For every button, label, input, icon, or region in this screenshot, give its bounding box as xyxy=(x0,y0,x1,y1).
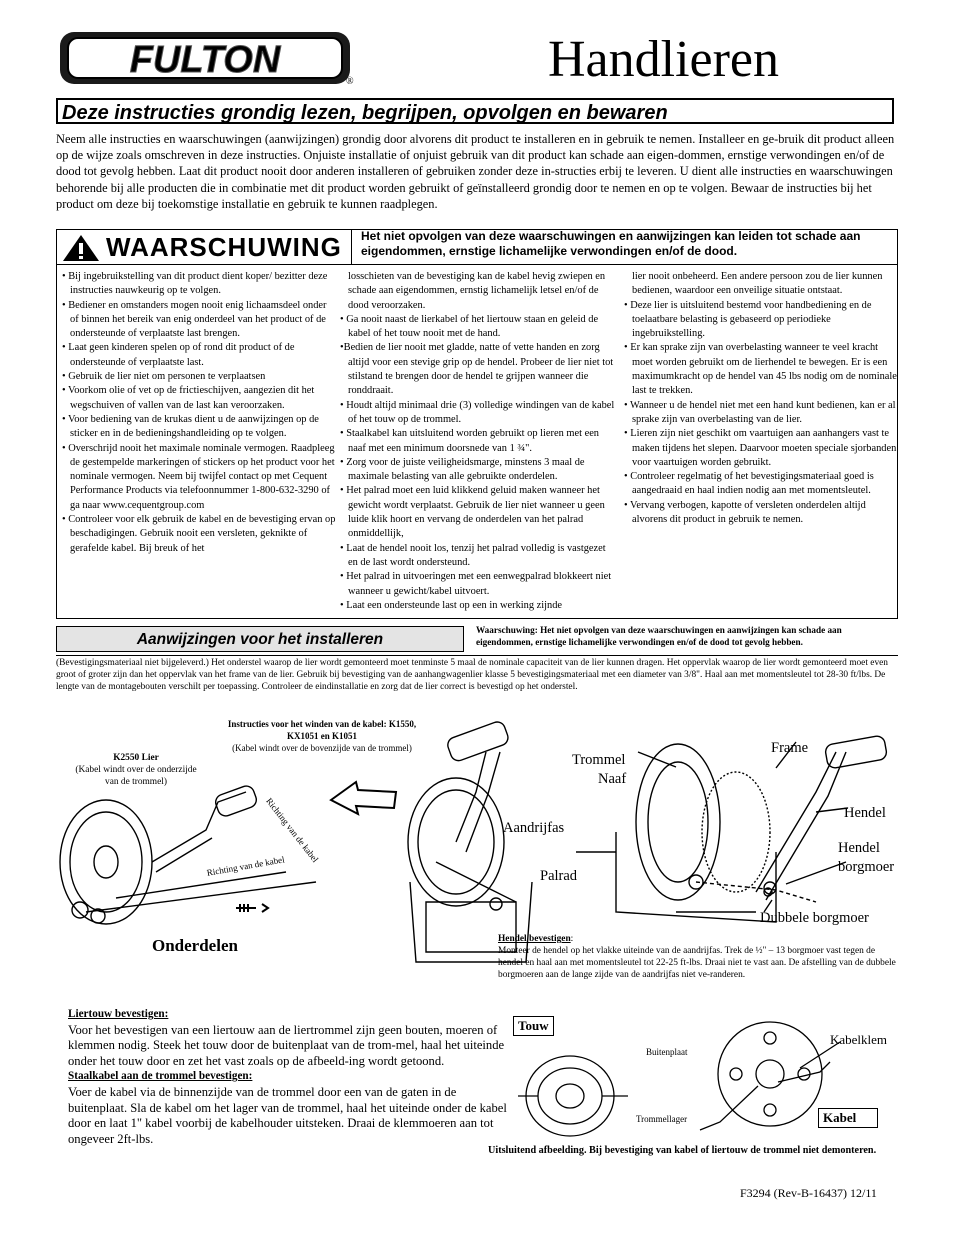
warning-item: • Controleer regelmatig of het bevestigingsmateriaal goed is aangedraaid en haal indien nodig aan met momentsleutel. xyxy=(624,471,874,497)
warning-item-continued: lier nooit onbeheerd. Een andere persoon zou de lier kunnen bedienen, waardoor een onveilige situatie ontstaat. xyxy=(632,271,883,297)
warning-item-continued: losschieten van de bevestiging kan de kabel hevig zwiepen en schade aan eigendommen, ernstig lichamelijk letsel en/of de dood veroorzaken. xyxy=(348,271,606,311)
warning-item: • Voor bediening van de krukas dient u de aanwijzingen op de sticker en in de bedieningshandleiding op te volgen. xyxy=(62,413,319,440)
warning-column-3 xyxy=(624,270,898,527)
warning-item: • Zorg voor de juiste veiligheidsmarge, minstens 3 maal de maximale belasting van alle gebruikte onderdelen. xyxy=(340,456,585,483)
warning-column-1 xyxy=(62,270,336,556)
warning-item: •Bedien de lier nooit met gladde, natte of vette handen en zorg altijd voor een stevige grip op de hendel. Probeer de lier niet tot stilstand te brengen door de hendel te grijpen wanneer die ronddraait. xyxy=(340,342,614,397)
warning-item: • Voorkom olie of vet op de frictieschijven, aangezien dit het wegschuiven of vallen van de last kan veroorzaken. xyxy=(62,385,315,411)
kabel-label: Kabel xyxy=(818,1108,878,1128)
cable-direction-label-2: Richting van de kabel xyxy=(206,854,286,878)
part-label-naaf: Naaf xyxy=(598,771,627,787)
warning-separator xyxy=(56,264,898,265)
hendel-bevestigen-body: Monteer de hendel op het vlakke uiteinde van de aandrijfas. Trek de ½" – 13 borgmoer vast tegen de hendel en haal aan met momentsleutel tot 22-25 ft-lbs. Draai niet te vast aan. De afstelling van de dubbele borgmoeren aan de lange zijde van de aandrijfas niet ve-randeren. xyxy=(498,946,896,980)
touw-label: Touw xyxy=(513,1016,554,1036)
warning-item: • Controleer voor elk gebruik de kabel en de bevestiging ervan op beschadigingen. Gebruik nooit een versleten, geknikte of gerafelde kabel. Bij breuk of het xyxy=(62,514,336,554)
warning-item: • Wanneer u de hendel niet met een hand kunt bedienen, kan er al sprake zijn van overbelasting van de lier. xyxy=(624,399,896,425)
fulton-logo xyxy=(58,28,358,88)
warning-triangle-icon xyxy=(62,234,100,262)
part-label-borgmoer: borgmoer xyxy=(838,859,895,875)
hendel-bevestigen-heading: Hendel bevestigen xyxy=(498,934,571,944)
warning-item: • Vervang verbogen, kapotte of versleten onderdelen altijd alvorens dit product in gebruik te nemen. xyxy=(624,499,866,526)
intro-paragraph: Neem alle instructies en waarschuwingen (aanwijzingen) grondig door alvorens dit product te installeren en in gebruik te nemen. Installeer en ge-bruik dit product alleen op de wijze zoals omschreven in deze instructies. Onjuiste installatie of onjuist gebruik van dit product kan schade aan eigen-dommen, ernstige verwondingen en/of de dood tot gevolg hebben. Laat dit product nooit door anderen installeren of gebruiken zonder deze in-structies erbij te leveren. U dient alle instructies en waarschuwingen behorende bij alle producten die in combinatie met dit product worden gebruikt of geïnstalleerd grondig door te nemen en op te volgen. Bewaar de instructies bij het product om deze bij toekomstige installatie en gebruik te kunnen raadplegen. xyxy=(56,132,895,211)
warning-word: WAARSCHUWING xyxy=(106,232,342,262)
part-label-hendel-borgmoer: Hendel xyxy=(838,840,880,856)
warning-item: • Overschrijd nooit het maximale nominale vermogen. Raadpleeg de gestempelde markeringen of stickers op het product voor het nominale vermogen. Neem bij twijfel contact op met Cequent Performance Products via telefoonnummer 1-800-632-3290 of ga naar www.cequentgroup.com xyxy=(62,442,335,511)
winding-instructions xyxy=(206,718,438,754)
install-separator xyxy=(56,655,898,656)
warning-item: • Lieren zijn niet geschikt om vaartuigen aan aanhangers vast te maken tijdens het slepen. Daarvoor moeten speciale sjorbanden voor vaartuigen worden gebruikt. xyxy=(624,428,897,468)
registered-mark: ® xyxy=(346,76,354,87)
logo-text: FULTON xyxy=(129,39,281,81)
warning-item: • Bij ingebruikstelling van dit product dient koper/ bezitter deze instructies nauwkeurig op te volgen. xyxy=(62,271,328,297)
warning-item: • Laat geen kinderen spelen op of rond dit product of de ondersteunde of verplaatste last. xyxy=(62,342,295,368)
install-body: (Bevestigingsmateriaal niet bijgeleverd.) Het onderstel waarop de lier wordt gemonteerd moet tenminste 5 maal de nominale capaciteit van de lier kunnen dragen. Het oppervlak waarop de lier wordt gemonteerd moet even groot of groter zijn dan het oppervlak van het frame van de lier. Gebruik bij bevestiging van de aanhangwagenlier klasse 5 bevestigingsmateriaal met een diameter van 3/8". Haal aan met momentsleutel tot 28-30 ft/lbs. De lengte van de montagebouten verschilt per toepassing. Controleer de eindinstallatie en zorg dat de lier correct is bevestigd op het onderstel. xyxy=(56,658,888,692)
k2550-subtitle-2: van de trommel) xyxy=(105,777,167,787)
winding-title-2: KX1051 en K1051 xyxy=(286,731,357,741)
document-code: F3294 (Rev-B-16437) 12/11 xyxy=(740,1186,877,1200)
warning-message: Het niet opvolgen van deze waarschuwingen en aanwijzingen kan leiden tot schade aan eigendommen, ernstige lichamelijke verwondingen en/of de dood. xyxy=(361,229,861,258)
warning-item: • Staalkabel kan uitsluitend worden gebruikt op lieren met een naaf met een minimum doorsnede van 1 ¾". xyxy=(340,428,599,454)
liertouw-section xyxy=(68,1007,508,1147)
k2550-label xyxy=(64,752,208,788)
center-winch-illustration xyxy=(408,720,532,962)
part-label-trommel: Trommel xyxy=(572,752,626,768)
staalkabel-body: Voer de kabel via de binnenzijde van de trommel door een van de gaten in de buitenplaat. Sla de kabel om het lager van de trommel, haal het uiteinde onder de kabel door en laat 1" kabel voorbij de kabelhouder uitsteken. Draai de klemmoeren aan tot ongeveer 2ft-lbs. xyxy=(68,1084,507,1146)
liertouw-heading: Liertouw bevestigen: xyxy=(68,1008,169,1020)
liertouw-body: Voor het bevestigen van een liertouw aan de liertrommel zijn geen bouten, moeren of klemmen nodig. Steek het touw door de buitenplaat van de trom-mel, haal het uiteinde onder het touw door en zet het vast zoals op de afbeeld-ing wordt getoond. xyxy=(68,1022,505,1068)
part-label-dubbele-borgmoer: Dubbele borgmoer xyxy=(760,910,869,926)
kabelklem-label: Kabelklem xyxy=(830,1032,888,1047)
install-warning: Waarschuwing: Het niet opvolgen van deze waarschuwingen en aanwijzingen kan schade aan eigendommen, ernstige lichamelijke verwondingen en/of de dood tot gevolg hebben. xyxy=(476,625,842,647)
warning-item: • Gebruik de lier niet om personen te verplaatsen xyxy=(62,371,266,383)
part-label-aandrijfas: Aandrijfas xyxy=(503,820,565,836)
warning-item: • Laat een ondersteunde last op een in werking zijnde xyxy=(340,599,563,611)
winding-subtitle: (Kabel windt over de bovenzijde van de trommel) xyxy=(232,743,412,753)
warning-item: • Er kan sprake zijn van overbelasting wanneer te veel kracht moet worden gebruikt om de lierhendel te bewegen. Er is een maximumkracht op de hendel van 45 lbs nodig om de nominale last te trekken. xyxy=(624,342,897,397)
part-label-hendel: Hendel xyxy=(844,805,886,821)
warning-item: • Het palrad in uitvoeringen met een eenwegpalrad blokkeert niet wanneer u gewicht/kabel uitvoert. xyxy=(340,571,612,597)
warning-item: • Bediener en omstanders mogen nooit enig lichaamsdeel onder of binnen het bereik van enig onderdeel van het product of de ondersteunde of verplaatste last brengen. xyxy=(62,299,327,340)
subheading: Deze instructies grondig lezen, begrijpen, opvolgen en bewaren xyxy=(56,98,894,124)
warning-column-2 xyxy=(340,270,616,613)
warning-item: • Ga nooit naast de lierkabel of het liertouw staan en geleid de kabel of het touw nooit met de hand. xyxy=(340,313,599,340)
hendel-bevestigen xyxy=(498,933,898,981)
hendel-heading-colon: : xyxy=(570,934,574,944)
part-label-palrad: Palrad xyxy=(540,868,578,884)
cable-direction-label-1: Richting van de kabel xyxy=(264,796,321,865)
staalkabel-heading: Staalkabel aan de trommel bevestigen: xyxy=(68,1070,253,1083)
winding-title: Instructies voor het winden van de kabel: K1550, xyxy=(227,719,417,729)
warning-item: • Deze lier is uitsluitend bestemd voor handbediening en de toelaatbare belasting is gebaseerd op periodieke ingebruikstelling. xyxy=(624,299,872,340)
k2550-subtitle: (Kabel windt over de onderzijde xyxy=(75,765,197,775)
warning-item: • Laat de hendel nooit los, tenzij het palrad volledig is vastgezet en de last wordt ondersteund. xyxy=(340,542,606,568)
warning-item: • Houdt altijd minimaal drie (3) volledige windingen van de kabel of het touw op de trommel. xyxy=(340,399,615,425)
trommellager-label: Trommellager xyxy=(636,1114,688,1124)
k2550-title: K2550 Lier xyxy=(113,753,159,763)
onderdelen-label: Onderdelen xyxy=(152,936,238,955)
drum-caption: Uitsluitend afbeelding. Bij bevestiging van kabel of liertouw de trommel niet demonteren. xyxy=(488,1145,877,1156)
part-label-frame: Frame xyxy=(771,740,809,756)
page-title: Handlieren xyxy=(548,31,780,88)
buitenplaat-label: Buitenplaat xyxy=(646,1047,688,1057)
warning-item: • Het palrad moet een luid klikkend geluid maken wanneer het gewicht wordt verplaatst. Gebruik de lier niet wanneer u geen luide klik hoort en vervang de onderdelen van het palrad onmiddellijk, xyxy=(340,485,605,540)
install-heading: Aanwijzingen voor het installeren xyxy=(56,626,464,652)
